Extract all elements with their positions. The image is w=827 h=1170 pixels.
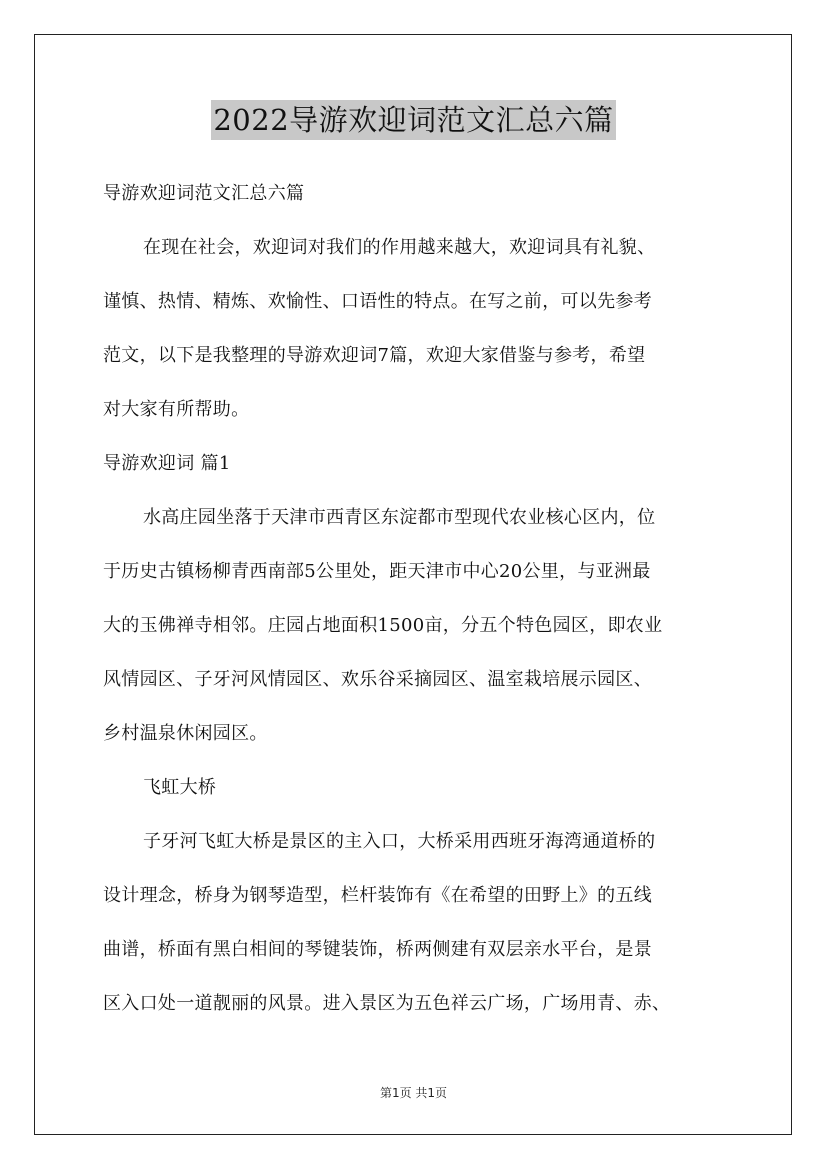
body-line: 对大家有所帮助。 (103, 399, 250, 420)
section-heading: 导游欢迎词 篇1 (103, 453, 231, 474)
body-line: 于历史古镇杨柳青西南部5公里处，距天津市中心20公里，与亚洲最 (103, 561, 651, 582)
body-line: 谨慎、热情、精炼、欢愉性、口语性的特点。在写之前，可以先参考 (103, 291, 652, 312)
body-line: 导游欢迎词范文汇总六篇 (103, 183, 305, 204)
document-body (103, 174, 743, 1038)
body-line: 水高庄园坐落于天津市西青区东淀都市型现代农业核心区内，位 (143, 507, 656, 528)
body-line: 风情园区、子牙河风情园区、欢乐谷采摘园区、温室栽培展示园区、 (103, 669, 652, 690)
body-line: 设计理念，桥身为钢琴造型，栏杆装饰有《在希望的田野上》的五线 (103, 885, 652, 906)
title-container (0, 100, 827, 140)
body-line: 大的玉佛禅寺相邻。庄园占地面积1500亩，分五个特色园区，即农业 (103, 615, 663, 636)
body-line: 在现在社会，欢迎词对我们的作用越来越大，欢迎词具有礼貌、 (143, 237, 656, 258)
body-line: 乡村温泉休闲园区。 (103, 723, 268, 744)
body-line: 区入口处一道靓丽的风景。进入景区为五色祥云广场，广场用青、赤、 (103, 993, 671, 1014)
body-line: 曲谱，桥面有黑白相间的琴键装饰，桥两侧建有双层亲水平台，是景 (103, 939, 652, 960)
subsection-heading: 飞虹大桥 (143, 777, 217, 798)
body-line: 子牙河飞虹大桥是景区的主入口，大桥采用西班牙海湾通道桥的 (143, 831, 656, 852)
page-footer: 第1页 共1页 (379, 1086, 448, 1100)
document-title: 2022导游欢迎词范文汇总六篇 (211, 100, 615, 140)
body-line: 范文，以下是我整理的导游欢迎词7篇，欢迎大家借鉴与参考，希望 (103, 345, 646, 366)
